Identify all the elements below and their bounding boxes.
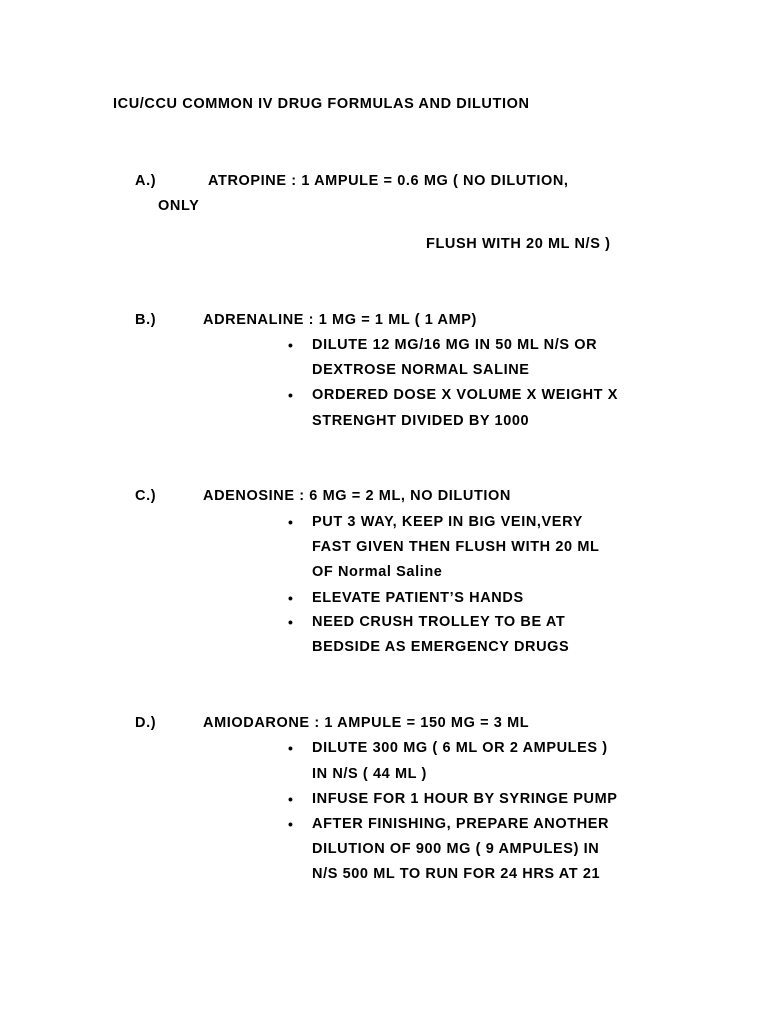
section-a-heading-cont: ONLY <box>158 198 200 214</box>
list-item-cont: BEDSIDE AS EMERGENCY DRUGS <box>312 639 570 655</box>
section-b-heading: ADRENALINE : 1 MG = 1 ML ( 1 AMP) <box>203 312 477 328</box>
bullet-icon: • <box>288 337 293 353</box>
section-c-heading: ADENOSINE : 6 MG = 2 ML, NO DILUTION <box>203 488 511 504</box>
section-b-letter: B.) <box>135 312 157 328</box>
list-item: ELEVATE PATIENT’S HANDS <box>312 590 524 606</box>
bullet-icon: • <box>288 514 293 530</box>
bullet-icon: • <box>288 387 293 403</box>
document-title: ICU/CCU COMMON IV DRUG FORMULAS AND DILUTION <box>113 96 530 112</box>
list-item-cont: OF Normal Saline <box>312 564 443 580</box>
section-a-letter: A.) <box>135 173 157 189</box>
list-item-cont: DEXTROSE NORMAL SALINE <box>312 362 530 378</box>
list-item-cont: IN N/S ( 44 ML ) <box>312 766 427 782</box>
list-item: DILUTE 300 MG ( 6 ML OR 2 AMPULES ) <box>312 740 608 756</box>
list-item: INFUSE FOR 1 HOUR BY SYRINGE PUMP <box>312 791 618 807</box>
section-a-heading-tail: FLUSH WITH 20 ML N/S ) <box>426 236 611 252</box>
list-item: NEED CRUSH TROLLEY TO BE AT <box>312 614 566 630</box>
bullet-icon: • <box>288 614 293 630</box>
list-item-cont: DILUTION OF 900 MG ( 9 AMPULES) IN <box>312 841 600 857</box>
bullet-icon: • <box>288 590 293 606</box>
list-item: PUT 3 WAY, KEEP IN BIG VEIN,VERY <box>312 514 583 530</box>
list-item: DILUTE 12 MG/16 MG IN 50 ML N/S OR <box>312 337 598 353</box>
section-c-letter: C.) <box>135 488 157 504</box>
section-d-heading: AMIODARONE : 1 AMPULE = 150 MG = 3 ML <box>203 715 530 731</box>
section-a-heading: ATROPINE : 1 AMPULE = 0.6 MG ( NO DILUTION, <box>208 173 569 189</box>
section-d-letter: D.) <box>135 715 157 731</box>
list-item: AFTER FINISHING, PREPARE ANOTHER <box>312 816 610 832</box>
bullet-icon: • <box>288 816 293 832</box>
list-item-cont: STRENGHT DIVIDED BY 1000 <box>312 413 530 429</box>
list-item-cont: N/S 500 ML TO RUN FOR 24 HRS AT 21 <box>312 866 601 882</box>
list-item: ORDERED DOSE X VOLUME X WEIGHT X <box>312 387 619 403</box>
bullet-icon: • <box>288 791 293 807</box>
list-item-cont: FAST GIVEN THEN FLUSH WITH 20 ML <box>312 539 600 555</box>
bullet-icon: • <box>288 740 293 756</box>
